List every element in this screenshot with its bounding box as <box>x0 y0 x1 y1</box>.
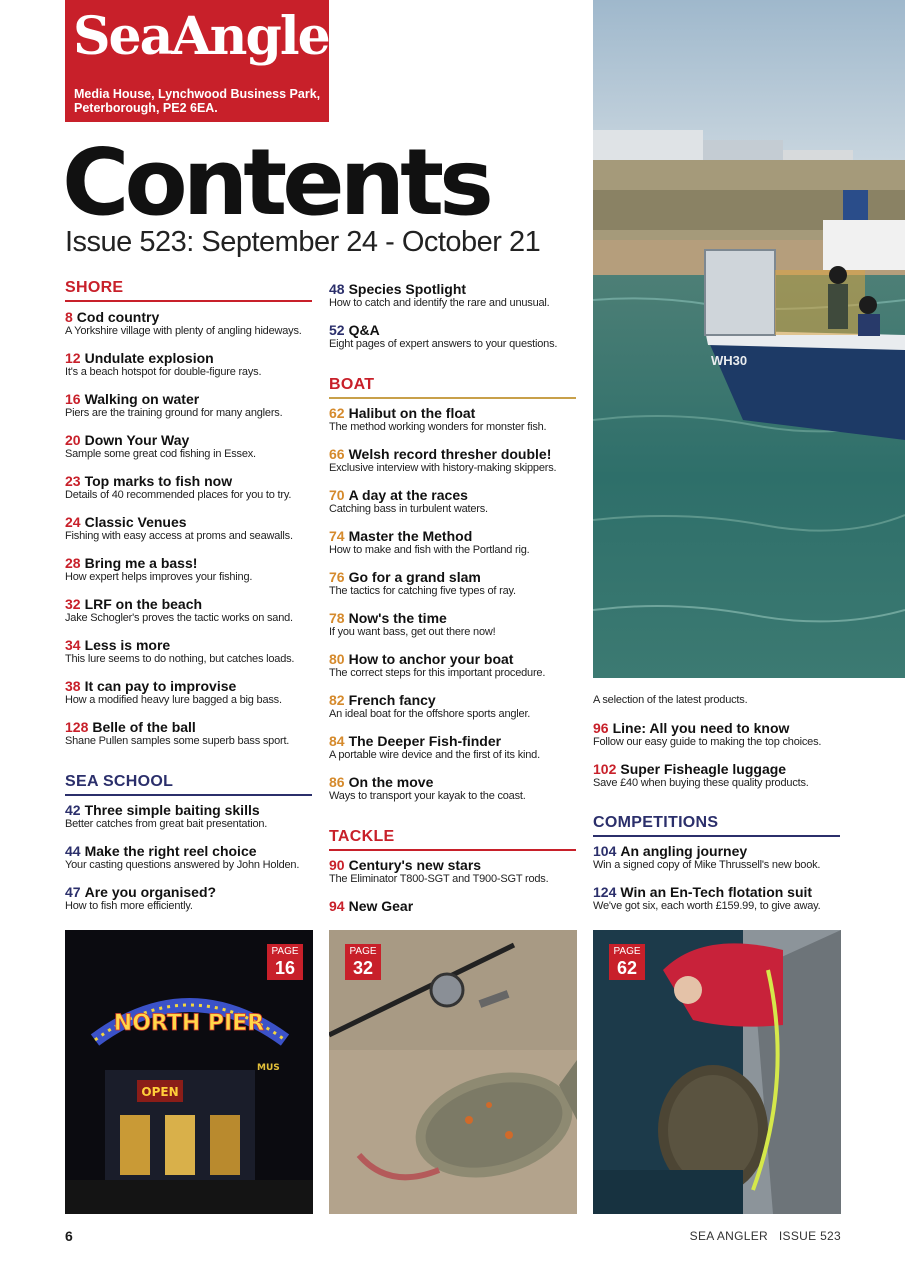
entry-title: Three simple baiting skills <box>84 802 260 818</box>
entry-title: On the move <box>348 774 434 790</box>
contents-entry[interactable] <box>65 350 261 379</box>
contents-entry-continued <box>593 694 747 707</box>
page-badge-label: PAGE <box>271 946 299 957</box>
entry-page-number: 52 <box>329 322 345 338</box>
entry-title: Go for a grand slam <box>348 569 481 585</box>
entry-description: Jake Schogler's proves the tactic works on sand. <box>65 612 293 624</box>
entry-page-number: 38 <box>65 678 81 694</box>
entry-description: Win a signed copy of Mike Thrussell's new book. <box>593 859 821 871</box>
entry-title: Classic Venues <box>84 514 187 530</box>
entry-page-number: 47 <box>65 884 81 900</box>
page-badge <box>267 944 303 980</box>
entry-description: How to fish more efficiently. <box>65 900 193 912</box>
contents-entry[interactable] <box>329 322 557 351</box>
entry-page-number: 96 <box>593 720 609 736</box>
contents-entry[interactable] <box>329 569 516 598</box>
section-heading-shore: SHORE <box>65 279 312 302</box>
entry-title: Super Fisheagle luggage <box>620 761 787 777</box>
entry-description: Ways to transport your kayak to the coast. <box>329 790 526 802</box>
entry-page-number: 42 <box>65 802 81 818</box>
entry-description: Piers are the training ground for many anglers. <box>65 407 283 419</box>
entry-description: Shane Pullen samples some superb bass sport. <box>65 735 290 747</box>
entry-title: Welsh record thresher double! <box>348 446 552 462</box>
contents-entry[interactable] <box>65 432 256 461</box>
entry-page-number: 80 <box>329 651 345 667</box>
entry-page-number: 74 <box>329 528 345 544</box>
entry-description: Exclusive interview with history-making skippers. <box>329 462 557 474</box>
entry-description: This lure seems to do nothing, but catches loads. <box>65 653 295 665</box>
entry-page-number: 20 <box>65 432 81 448</box>
contents-entry[interactable] <box>65 391 282 420</box>
entry-title: Undulate explosion <box>84 350 214 366</box>
contents-entry[interactable] <box>329 281 550 310</box>
entry-description: The correct steps for this important procedure. <box>329 667 546 679</box>
contents-entry[interactable] <box>329 898 413 914</box>
sea-angler-logo: SeaAngler <box>73 6 355 67</box>
north-pier-photo[interactable] <box>65 930 313 1214</box>
address-line-2: Peterborough, PE2 6EA. <box>74 101 218 115</box>
entry-page-number: 34 <box>65 637 81 653</box>
entry-page-number: 32 <box>65 596 81 612</box>
entry-title: New Gear <box>348 898 414 914</box>
entry-description: How a modified heavy lure bagged a big bass. <box>65 694 282 706</box>
open-sign: OPEN <box>141 1085 179 1099</box>
section-heading-tackle: TACKLE <box>329 828 576 851</box>
entry-title: Are you organised? <box>84 884 217 900</box>
entry-description: A selection of the latest products. <box>593 694 748 706</box>
entry-title: Less is more <box>84 637 171 653</box>
entry-page-number: 86 <box>329 774 345 790</box>
entry-title: Down Your Way <box>84 432 190 448</box>
entry-description: A Yorkshire village with plenty of angling hideways. <box>65 325 302 337</box>
entry-title: Walking on water <box>84 391 200 407</box>
flounder-lure-photo[interactable] <box>329 930 577 1214</box>
page-badge-label: PAGE <box>613 946 641 957</box>
contents-entry[interactable] <box>329 446 556 475</box>
entry-page-number: 8 <box>65 309 73 325</box>
entry-page-number: 84 <box>329 733 345 749</box>
contents-entry[interactable] <box>65 555 252 584</box>
pier-sign-fragment: MUS <box>257 1063 280 1073</box>
entry-description: A portable wire device and the first of its kind. <box>329 749 540 761</box>
contents-entry[interactable] <box>65 596 293 625</box>
entry-page-number: 66 <box>329 446 345 462</box>
contents-entry[interactable] <box>593 884 821 913</box>
entry-title: Q&A <box>348 322 380 338</box>
contents-entry[interactable] <box>593 843 820 872</box>
entry-title: An angling journey <box>620 843 748 859</box>
entry-page-number: 128 <box>65 719 89 735</box>
entry-page-number: 82 <box>329 692 345 708</box>
contents-entry[interactable] <box>329 487 488 516</box>
entry-page-number: 76 <box>329 569 345 585</box>
address-line-1: Media House, Lynchwood Business Park, <box>74 87 321 101</box>
contents-entry[interactable] <box>65 637 294 666</box>
entry-title: Halibut on the float <box>348 405 476 421</box>
entry-title: Bring me a bass! <box>84 555 198 571</box>
entry-page-number: 70 <box>329 487 345 503</box>
entry-page-number: 102 <box>593 761 617 777</box>
contents-entry[interactable] <box>65 473 291 502</box>
entry-title: Master the Method <box>348 528 473 544</box>
entry-page-number: 48 <box>329 281 345 297</box>
contents-entry[interactable] <box>65 678 282 707</box>
boat-photo-graphic <box>593 0 905 678</box>
entry-description: Better catches from great bait presentation. <box>65 818 268 830</box>
entry-page-number: 24 <box>65 514 81 530</box>
page-badge-number: 16 <box>274 958 296 978</box>
masthead <box>65 0 355 122</box>
contents-entry[interactable] <box>329 528 530 557</box>
entry-title: How to anchor your boat <box>348 651 514 667</box>
entry-title: Cod country <box>76 309 160 325</box>
page-number: 6 <box>65 1228 73 1244</box>
entry-title: The Deeper Fish-finder <box>348 733 502 749</box>
entry-description: Catching bass in turbulent waters. <box>329 503 488 515</box>
entry-description: How to catch and identify the rare and unusual. <box>329 297 550 309</box>
entry-description: Details of 40 recommended places for you to try. <box>65 489 292 501</box>
entry-title: Top marks to fish now <box>84 473 233 489</box>
entry-page-number: 28 <box>65 555 81 571</box>
boat-registration: WH30 <box>711 353 748 368</box>
page-badge-number: 32 <box>352 958 374 978</box>
entry-page-number: 23 <box>65 473 81 489</box>
entry-description: The method working wonders for monster fish. <box>329 421 547 433</box>
entry-page-number: 124 <box>593 884 617 900</box>
entry-description: If you want bass, get out there now! <box>329 626 496 638</box>
entry-page-number: 94 <box>329 898 345 914</box>
section-heading-competitions: COMPETITIONS <box>593 814 840 837</box>
entry-page-number: 78 <box>329 610 345 626</box>
entry-description: The tactics for catching five types of ray. <box>329 585 516 597</box>
entry-description: Fishing with easy access at proms and seawalls. <box>65 530 293 542</box>
contents-entry[interactable] <box>593 720 821 749</box>
page-badge-number: 62 <box>616 958 638 978</box>
page-badge-label: PAGE <box>349 946 377 957</box>
entry-description: How expert helps improves your fishing. <box>65 571 253 583</box>
contents-entry[interactable] <box>329 733 540 762</box>
entry-title: Belle of the ball <box>92 719 196 735</box>
entry-description: Eight pages of expert answers to your questions. <box>329 338 558 350</box>
page-title: Contents <box>62 129 489 236</box>
contents-entry[interactable] <box>65 719 289 748</box>
entry-title: Make the right reel choice <box>84 843 257 859</box>
entry-title: French fancy <box>348 692 436 708</box>
contents-entry[interactable] <box>593 761 809 790</box>
entry-description: An ideal boat for the offshore sports angler. <box>329 708 531 720</box>
contents-entry[interactable] <box>329 405 546 434</box>
entry-description: Follow our easy guide to making the top choices. <box>593 736 822 748</box>
entry-title: Species Spotlight <box>348 281 467 297</box>
publisher-address <box>74 87 320 115</box>
footer-magazine-issue: SEA ANGLER ISSUE 523 <box>689 1229 841 1243</box>
entry-description: Your casting questions answered by John Holden. <box>65 859 300 871</box>
entry-description: Sample some great cod fishing in Essex. <box>65 448 256 460</box>
contents-entry[interactable] <box>329 857 548 886</box>
issue-line: Issue 523: September 24 - October 21 <box>65 226 541 258</box>
entry-title: Win an En-Tech flotation suit <box>620 884 813 900</box>
contents-entry[interactable] <box>329 692 530 721</box>
entry-description: It's a beach hotspot for double-figure rays. <box>65 366 262 378</box>
contents-entry[interactable] <box>65 843 299 872</box>
contents-entry[interactable] <box>329 610 495 639</box>
entry-title: It can pay to improvise <box>84 678 237 694</box>
entry-description: The Eliminator T800-SGT and T900-SGT rods. <box>329 873 549 885</box>
entry-title: A day at the races <box>348 487 468 503</box>
section-heading-sea-school: SEA SCHOOL <box>65 773 312 796</box>
entry-description: We've got six, each worth £159.99, to give away. <box>593 900 821 912</box>
contents-entry[interactable] <box>65 309 302 338</box>
entry-page-number: 12 <box>65 350 81 366</box>
page-badge <box>609 944 645 980</box>
boat-photo <box>593 0 905 678</box>
entry-page-number: 44 <box>65 843 81 859</box>
contents-entry[interactable] <box>65 884 216 913</box>
entry-page-number: 90 <box>329 857 345 873</box>
section-heading-boat: BOAT <box>329 376 576 399</box>
page-badge <box>345 944 381 980</box>
contents-entry[interactable] <box>65 802 267 831</box>
entry-title: Now's the time <box>348 610 447 626</box>
contents-entry[interactable] <box>65 514 293 543</box>
entry-description: How to make and fish with the Portland rig. <box>329 544 530 556</box>
entry-title: LRF on the beach <box>84 596 203 612</box>
entry-description: Save £40 when buying these quality products. <box>593 777 809 789</box>
pier-sign-text: NORTH PIER <box>113 1011 265 1036</box>
entry-page-number: 104 <box>593 843 617 859</box>
entry-title: Line: All you need to know <box>612 720 790 736</box>
contents-entry[interactable] <box>329 651 545 680</box>
entry-title: Century's new stars <box>348 857 482 873</box>
entry-page-number: 16 <box>65 391 81 407</box>
halibut-photo[interactable] <box>593 930 841 1214</box>
contents-entry[interactable] <box>329 774 526 803</box>
entry-page-number: 62 <box>329 405 345 421</box>
